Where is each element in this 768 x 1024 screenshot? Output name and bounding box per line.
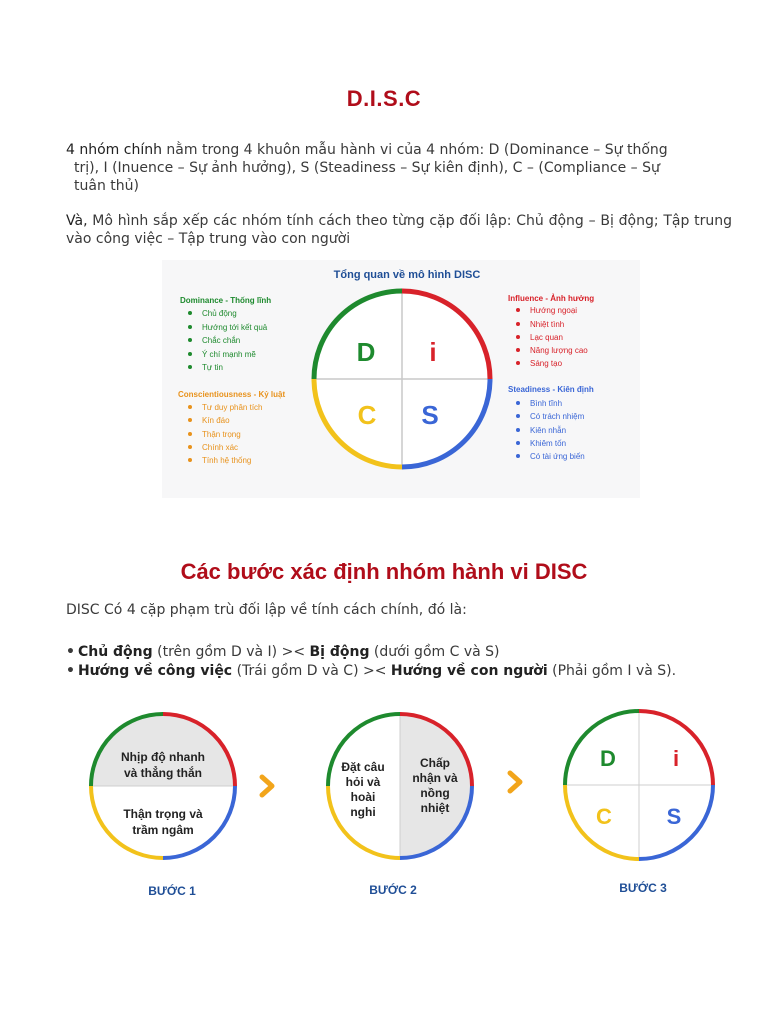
arrow-icon	[510, 773, 520, 791]
dominance-item: Tự tin	[202, 363, 223, 372]
section-heading: Các bước xác định nhóm hành vi DISC	[180, 559, 588, 584]
letter-s: S	[421, 400, 439, 430]
step3-letter-c: C	[596, 804, 612, 829]
dominance-item: Chắc chắn	[202, 336, 241, 345]
intro-lead: 4 nhóm chính	[66, 142, 162, 158]
influence-item: Năng lượng cao	[530, 346, 588, 355]
model-paragraph	[66, 212, 732, 248]
step3-diagram	[565, 711, 713, 895]
step2-right-line: nồng	[420, 786, 450, 800]
conscientiousness-item: Thận trọng	[202, 430, 241, 439]
step2-right-line: nhận và	[412, 771, 458, 785]
step2-label: BƯỚC 2	[369, 883, 417, 897]
figure1-title: Tổng quan về mô hình DISC	[333, 269, 481, 281]
steadiness-item: Có trách nhiệm	[530, 412, 585, 421]
steadiness-group	[508, 385, 594, 461]
steadiness-title: Steadiness - Kiên định	[508, 385, 594, 394]
bullet-bold: Bị động	[309, 644, 370, 660]
disc-overview-figure	[162, 260, 640, 498]
step2-left-line: Đặt câu	[341, 760, 385, 774]
arrow-icon	[262, 777, 272, 795]
step1-top-line: Nhịp độ nhanh	[121, 750, 205, 764]
bullet-bold: Chủ động	[77, 644, 153, 660]
conscientiousness-item: Tính hệ thống	[202, 456, 252, 465]
step2-right-line: Chấp	[420, 756, 450, 770]
list-item	[66, 643, 676, 662]
conscientiousness-item: Chính xác	[202, 443, 239, 452]
bullet-list	[66, 643, 676, 681]
letter-i: i	[429, 337, 437, 367]
bullet-text: (trên gồm D và I) ><	[152, 644, 310, 660]
letter-d: D	[356, 337, 376, 367]
conscientiousness-item: Tư duy phân tích	[202, 403, 263, 412]
lead-text: DISC Có 4 cặp phạm trù đối lập về tính cách chính, đó là:	[66, 602, 467, 618]
intro-line2: trị), I (Inuence – Sự ảnh hưởng), S (Steadiness – Sự kiên định), C – (Compliance – Sự	[74, 160, 660, 176]
letter-c: C	[357, 400, 377, 430]
bullet-text: (dưới gồm C và S)	[369, 644, 500, 660]
influence-item: Nhiệt tình	[530, 320, 565, 329]
dominance-group	[180, 296, 271, 372]
disc-steps-figure	[66, 705, 730, 920]
dominance-item: Hướng tới kết quả	[202, 323, 268, 332]
step3-letter-i: i	[672, 746, 680, 771]
steadiness-item: Có tài ứng biến	[530, 452, 585, 461]
step2-left-line: hoài	[350, 790, 376, 804]
list-item	[66, 662, 676, 681]
step3-letter-d: D	[600, 746, 616, 771]
steadiness-item: Kiên nhẫn	[530, 426, 567, 435]
dominance-title: Dominance - Thống lĩnh	[180, 296, 272, 305]
intro-line1: nằm trong 4 khuôn mẫu hành vi của 4 nhóm: D (Dominance – Sự thống	[161, 142, 668, 158]
influence-group	[508, 294, 594, 368]
steadiness-item: Khiêm tốn	[530, 439, 567, 448]
step1-label: BƯỚC 1	[148, 884, 196, 898]
model-lead: Và,	[66, 213, 88, 229]
disc-circle	[314, 291, 490, 467]
page-title: D.I.S.C	[346, 86, 422, 111]
step2-diagram	[328, 714, 472, 897]
step1-diagram	[91, 714, 235, 898]
bullet-text: (Phải gồm I và S).	[547, 663, 677, 679]
bullet-dot: •	[66, 644, 75, 660]
step1-top-line: và thẳng thắn	[123, 766, 203, 780]
influence-title: Influence - Ảnh hưởng	[508, 294, 595, 303]
step2-left-line: nghi	[350, 805, 376, 819]
steadiness-item: Bình tĩnh	[530, 399, 563, 408]
conscientiousness-title: Conscientiousness - Kỷ luật	[178, 390, 286, 399]
conscientiousness-group	[178, 390, 285, 465]
step1-bottom-line: trầm ngâm	[132, 823, 194, 837]
influence-item: Hướng ngoại	[530, 306, 578, 315]
model-text: Mô hình sắp xếp các nhóm tính cách theo từng cặp đối lập: Chủ động – Bị động; Tập trung vào công việc – Tập trung vào con người	[66, 213, 732, 247]
bullet-bold: Hướng về con người	[390, 663, 548, 679]
dominance-item: Ý chí mạnh mẽ	[202, 350, 256, 359]
step3-label: BƯỚC 3	[619, 881, 667, 895]
bullet-dot: •	[66, 663, 75, 679]
bullet-bold: Hướng về công việc	[77, 663, 233, 679]
step3-letter-s: S	[666, 804, 682, 829]
influence-item: Lạc quan	[530, 333, 563, 342]
conscientiousness-item: Kín đáo	[202, 416, 230, 425]
influence-item: Sáng tạo	[530, 359, 563, 368]
dominance-item: Chủ động	[202, 309, 237, 318]
step1-bottom-line: Thận trọng và	[123, 807, 203, 821]
bullet-text: (Trái gồm D và C) ><	[232, 663, 391, 679]
step2-right-line: nhiệt	[420, 801, 450, 815]
step2-left-line: hỏi và	[345, 775, 381, 789]
intro-paragraph	[66, 141, 732, 195]
intro-line3: tuân thủ)	[74, 178, 139, 194]
